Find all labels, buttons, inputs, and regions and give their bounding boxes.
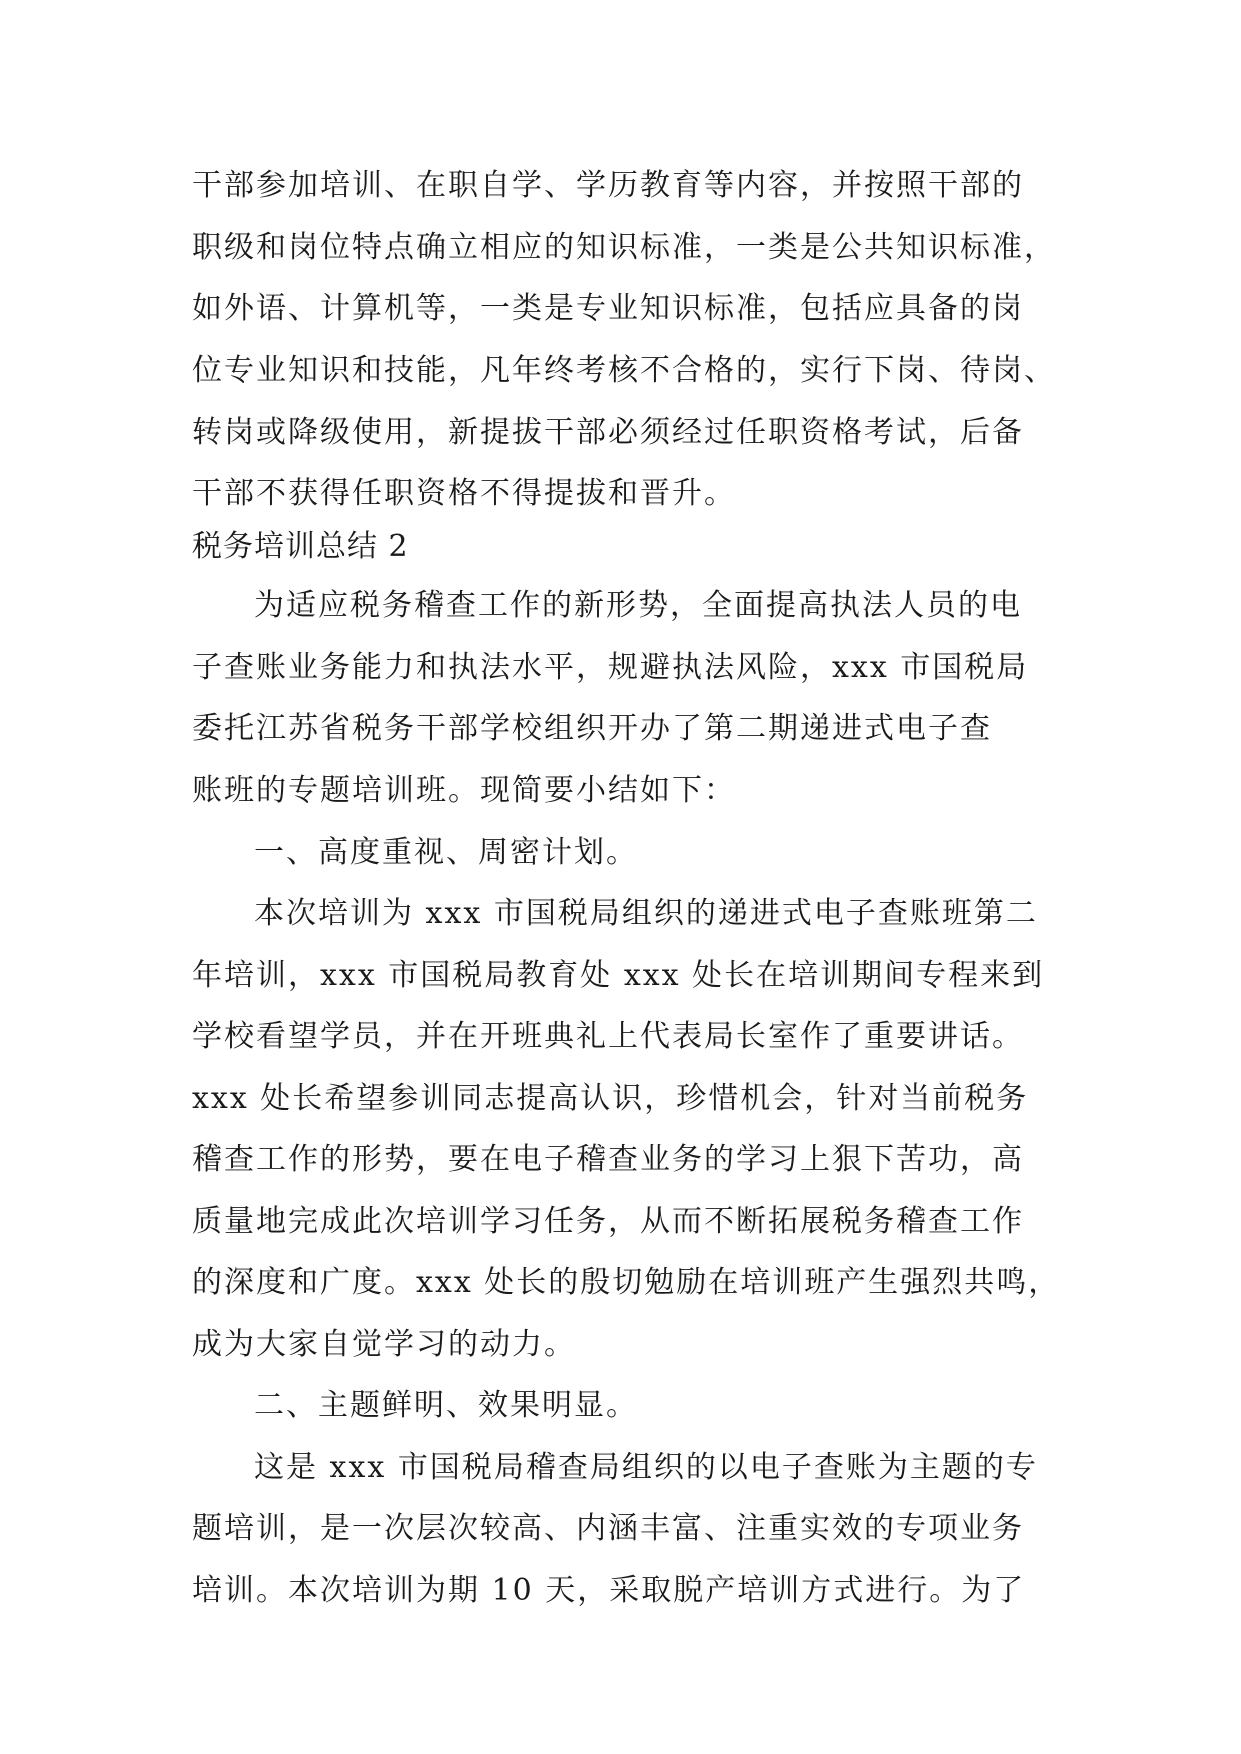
paragraph-line: 位专业知识和技能，凡年终考核不合格的，实行下岗、待岗、 [192, 353, 1056, 388]
paragraph-line: 账班的专题培训班。现简要小结如下： [192, 773, 736, 808]
subheading-one: 一、高度重视、周密计划。 [254, 835, 638, 870]
paragraph-line: 本次培训为 xxx 市国税局组织的递进式电子查账班第二 [254, 896, 1038, 931]
paragraph-line: 干部不获得任职资格不得提拔和晋升。 [192, 476, 736, 511]
paragraph-line: 培训。本次培训为期 10 天，采取脱产培训方式进行。为了 [192, 1573, 1026, 1608]
paragraph-line: 这是 xxx 市国税局稽查局组织的以电子查账为主题的专 [254, 1450, 1038, 1485]
paragraph-line: 稽查工作的形势，要在电子稽查业务的学习上狠下苦功，高 [192, 1142, 1024, 1177]
paragraph-line: 为适应税务稽查工作的新形势，全面提高执法人员的电 [254, 588, 1022, 623]
paragraph-line: 的深度和广度。xxx 处长的殷切勉励在培训班产生强烈共鸣， [192, 1265, 1061, 1300]
paragraph-line: 转岗或降级使用，新提拔干部必须经过任职资格考试，后备 [192, 415, 1024, 450]
paragraph-line: 职级和岗位特点确立相应的知识标准，一类是公共知识标准， [192, 230, 1056, 265]
subheading-two: 二、主题鲜明、效果明显。 [254, 1388, 638, 1423]
paragraph-line: 委托江苏省税务干部学校组织开办了第二期递进式电子查 [192, 711, 992, 746]
paragraph-line: 质量地完成此次培训学习任务，从而不断拓展税务稽查工作 [192, 1204, 1024, 1239]
paragraph-line: 如外语、计算机等，一类是专业知识标准，包括应具备的岗 [192, 291, 1024, 326]
paragraph-line: 学校看望学员，并在开班典礼上代表局长室作了重要讲话。 [192, 1019, 1024, 1054]
paragraph-line: 子查账业务能力和执法水平，规避执法风险，xxx 市国税局 [192, 650, 1029, 685]
paragraph-line: 成为大家自觉学习的动力。 [192, 1327, 576, 1362]
paragraph-line: xxx 处长希望参训同志提高认识，珍惜机会，针对当前税务 [192, 1081, 1029, 1116]
paragraph-line: 干部参加培训、在职自学、学历教育等内容，并按照干部的 [192, 168, 1024, 203]
section-title: 税务培训总结 2 [192, 529, 409, 564]
paragraph-line: 题培训，是一次层次较高、内涵丰富、注重实效的专项业务 [192, 1511, 1024, 1546]
paragraph-line: 年培训，xxx 市国税局教育处 xxx 处长在培训期间专程来到 [192, 958, 1045, 993]
